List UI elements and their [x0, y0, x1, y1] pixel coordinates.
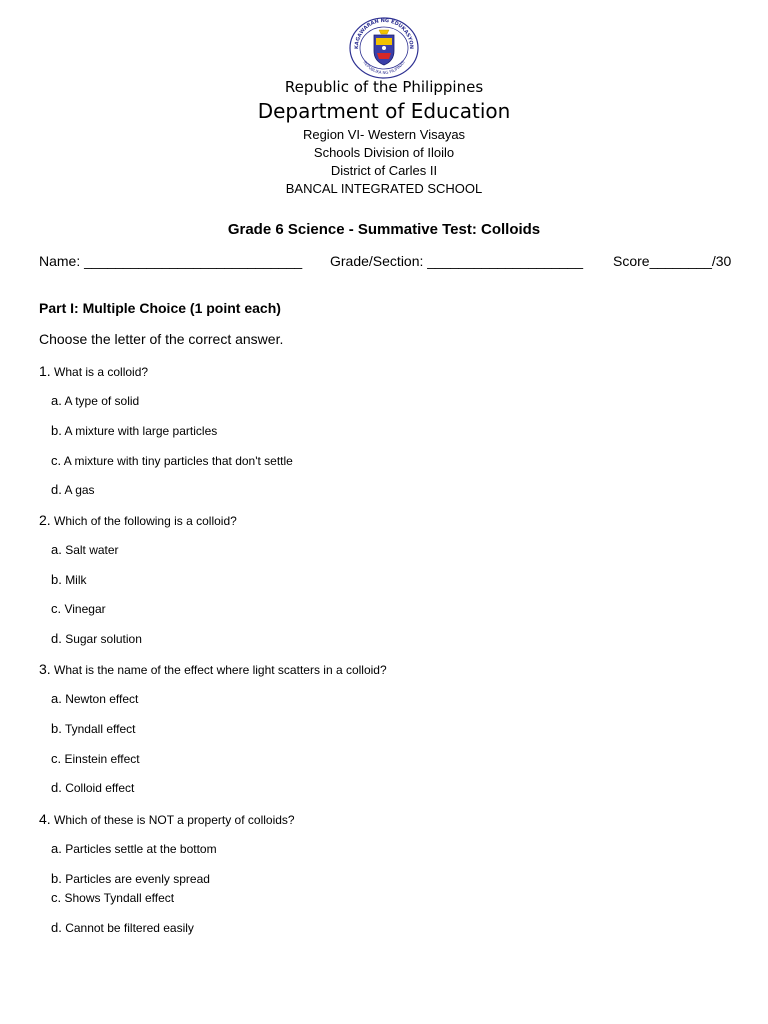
option-letter: b.	[51, 721, 62, 736]
part1-instruction: Choose the letter of the correct answer.	[39, 331, 284, 347]
question-1-option-d[interactable]	[51, 482, 95, 497]
question-3	[39, 661, 387, 677]
option-text: Cannot be filtered easily	[65, 921, 194, 935]
option-letter: d.	[51, 482, 62, 497]
republic-heading: Republic of the Philippines	[284, 78, 484, 96]
question-3-option-d[interactable]	[51, 780, 134, 795]
option-text: A gas	[64, 483, 95, 497]
option-letter: c.	[51, 751, 62, 766]
question-4-option-b[interactable]	[51, 871, 210, 886]
grade-section-field[interactable]: Grade/Section: ____________________	[330, 253, 583, 269]
option-text: Tyndall effect	[64, 722, 136, 736]
question-number: 4.	[39, 811, 51, 827]
question-1	[39, 363, 148, 379]
department-heading: Department of Education	[257, 99, 511, 123]
question-text: Which of the following is a colloid?	[54, 514, 237, 528]
question-text: Which of these is NOT a property of colloids?	[54, 813, 295, 827]
deped-seal-icon	[348, 17, 420, 79]
part1-heading: Part I: Multiple Choice (1 point each)	[39, 300, 281, 316]
question-3-option-a[interactable]	[51, 691, 138, 706]
option-text: Vinegar	[64, 602, 106, 616]
option-text: Colloid effect	[65, 781, 135, 795]
option-text: Shows Tyndall effect	[64, 891, 175, 905]
question-2	[39, 512, 237, 528]
question-2-option-c[interactable]	[51, 601, 106, 616]
option-letter: d.	[51, 780, 62, 795]
option-text: Particles are evenly spread	[65, 872, 210, 886]
option-text: Particles settle at the bottom	[65, 842, 217, 856]
question-1-option-c[interactable]	[51, 453, 293, 468]
option-letter: a.	[51, 691, 62, 706]
option-letter: a.	[51, 542, 62, 557]
question-4	[39, 811, 295, 827]
division-line: Schools Division of Iloilo	[313, 145, 455, 160]
option-letter: b.	[51, 423, 62, 438]
option-text: Salt water	[65, 543, 119, 557]
option-letter: a.	[51, 393, 62, 408]
region-line: Region VI- Western Visayas	[302, 127, 466, 142]
question-number: 3.	[39, 661, 51, 677]
option-letter: a.	[51, 841, 62, 856]
option-letter: d.	[51, 920, 62, 935]
question-3-option-c[interactable]	[51, 751, 140, 766]
question-4-option-c[interactable]	[51, 890, 174, 905]
question-4-option-d[interactable]	[51, 920, 194, 935]
option-letter: c.	[51, 453, 62, 468]
question-2-option-b[interactable]	[51, 572, 87, 587]
question-number: 2.	[39, 512, 51, 528]
option-letter: d.	[51, 631, 62, 646]
question-4-option-a[interactable]	[51, 841, 217, 856]
question-2-option-a[interactable]	[51, 542, 119, 557]
question-number: 1.	[39, 363, 51, 379]
question-2-option-d[interactable]	[51, 631, 142, 646]
question-text: What is the name of the effect where light scatters in a colloid?	[54, 663, 387, 677]
option-text: Milk	[65, 573, 87, 587]
question-1-option-a[interactable]	[51, 393, 139, 408]
option-text: A type of solid	[64, 394, 140, 408]
option-letter: c.	[51, 890, 62, 905]
name-field[interactable]: Name: ____________________________	[39, 253, 303, 269]
option-text: Newton effect	[65, 692, 139, 706]
seal-text-bottom: REPUBLIKA NG PILIPINAS	[362, 59, 406, 76]
question-text: What is a colloid?	[54, 365, 149, 379]
test-title: Grade 6 Science - Summative Test: Colloids	[227, 221, 541, 238]
score-field[interactable]: Score________/30	[613, 253, 732, 269]
district-line: District of Carles II	[330, 163, 438, 178]
option-text: A mixture with tiny particles that don't settle	[63, 454, 293, 468]
question-3-option-b[interactable]	[51, 721, 135, 736]
option-letter: c.	[51, 601, 62, 616]
question-1-option-b[interactable]	[51, 423, 217, 438]
option-letter: b.	[51, 871, 62, 886]
option-text: A mixture with large particles	[64, 424, 218, 438]
option-letter: b.	[51, 572, 62, 587]
school-name: BANCAL INTEGRATED SCHOOL	[285, 181, 483, 196]
seal-text-top: KAGAWARAN NG EDUKASYON	[353, 17, 415, 50]
option-text: Sugar solution	[65, 632, 142, 646]
option-text: Einstein effect	[64, 752, 140, 766]
